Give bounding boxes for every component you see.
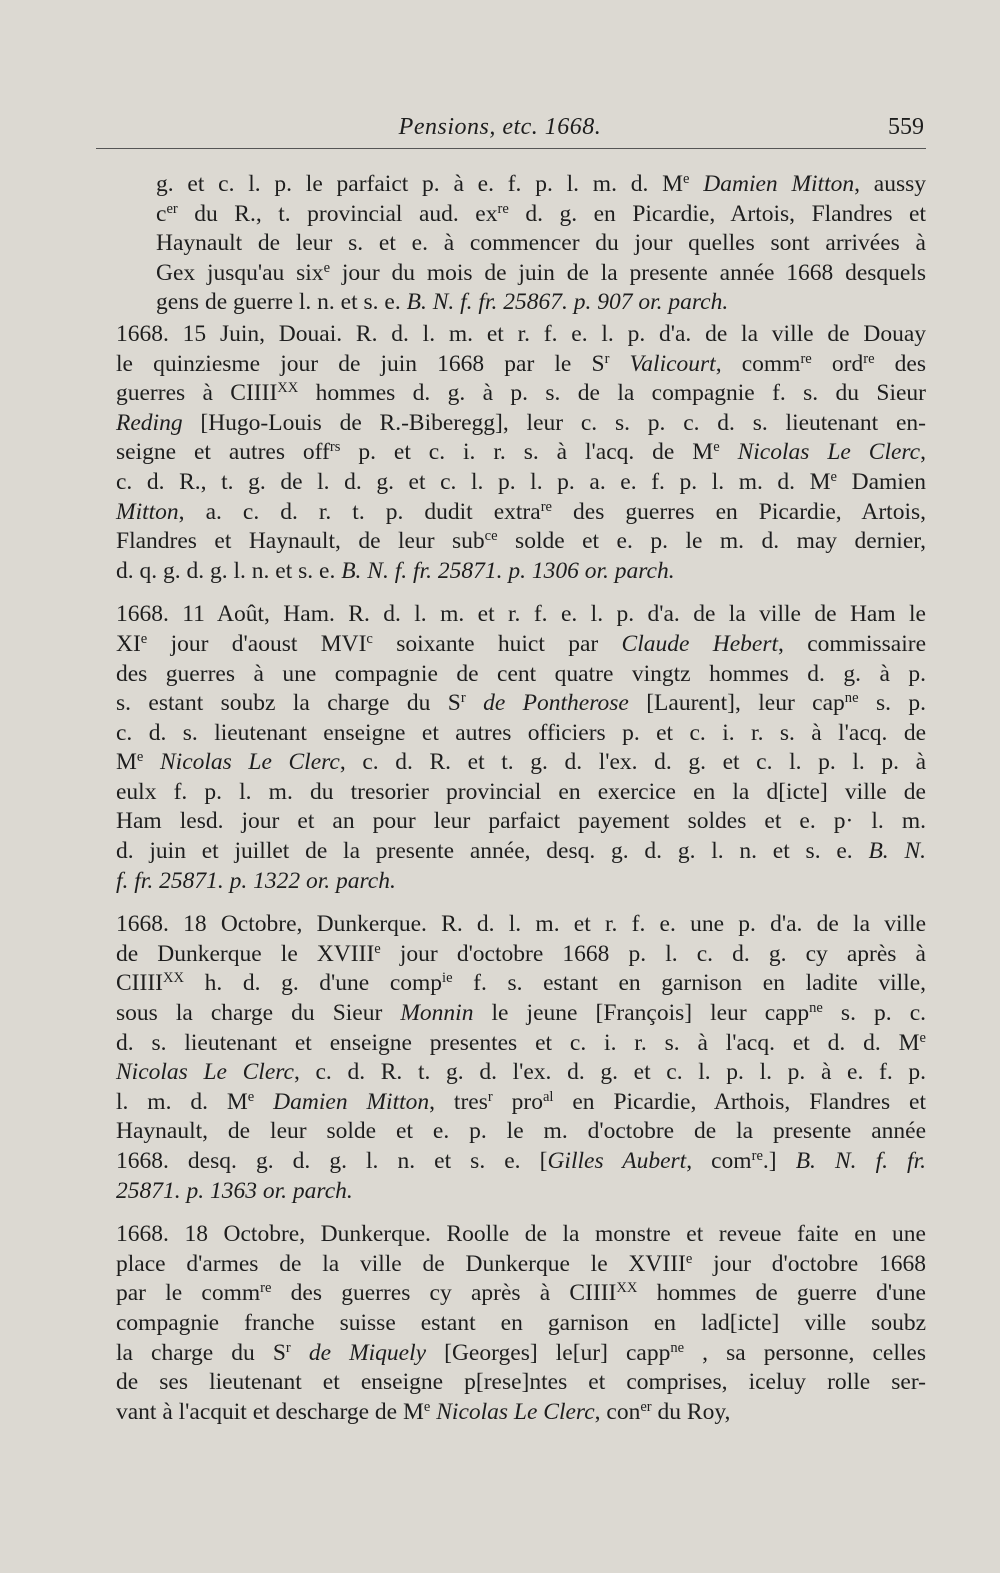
text-line: par le comm$^{re}$ des guerres cy après à $CIIII^{XX}$ hommes de guerre d'une: [116, 1280, 926, 1307]
text-line: 1668. 15 Juin, Douai. R. d. l. m. et r. f. e. l. p. d'a. de la ville de Douay: [116, 320, 926, 347]
text-line: gens de guerre l. n. et s. e. B. N. f. fr. 25867. p. 907 or. parch.: [156, 289, 729, 316]
text-line: Me Nicolas Le Clerc, c. d. R. et t. g. d. l'ex. d. g. et c. l. p. l. p. à: [116, 749, 926, 776]
text-line: Nicolas Le Clerc, c. d. R. t. g. d. l'ex. d. g. et c. l. p. l. p. à e. f. p.: [116, 1059, 926, 1086]
text-line: le quinziesme jour de juin 1668 par le $S^r$ Valicourt, comm$^{re}$ ord$^{re}$ des: [116, 350, 927, 377]
text-line: eulx f. p. l. m. du tresorier provincial en exercice en la d[icte] ville de: [116, 778, 926, 805]
text-line: Reding [Hugo-Louis de R.-Biberegg], leur c. s. p. c. d. s. lieutenant en-: [116, 409, 926, 436]
text-line: Gex jusqu'au six$^e$ jour du mois de juin de la presente année 1668 desquels: [156, 259, 926, 286]
text-line: sous la charge du Sieur Monnin le jeune [François] leur capp$^{ne}$ s. p. c.: [116, 1000, 926, 1027]
text-line: guerres à $CIIII^{XX}$ hommes d. g. à p. s. de la compagnie f. s. du Sieur: [116, 380, 926, 407]
text-line: 1668. desq. g. d. g. l. n. et s. e. [Gilles Aubert, com$^{re}$.] B. N. f. fr.: [116, 1148, 926, 1174]
text-line: des guerres à une compagnie de cent quatre vingtz hommes d. g. à p.: [116, 660, 926, 687]
text-line: Haynault de leur s. et e. à commencer du jour quelles sont arrivées à: [156, 230, 926, 257]
entry-cont: [116, 170, 926, 318]
text-line: seigne et autres off$^{rs}$ p. et c. i. r. s. à l'acq. de Me Nicolas Le Clerc,: [116, 439, 926, 466]
text-line: l. m. d. Me Damien Mitton, tres$^r$ pro$^{al}$ en Picardie, Arthois, Flandres et: [116, 1088, 926, 1115]
header-rule: [96, 148, 926, 149]
text-line: d. s. lieutenant et enseigne presentes et c. i. r. s. à l'acq. et d. d. Me: [116, 1029, 926, 1056]
text-line: 1668. 18 Octobre, Dunkerque. R. d. l. m. et r. f. e. une p. d'a. de la ville: [116, 911, 926, 938]
text-line: c. d. R., t. g. de l. d. g. et c. l. p. l. p. a. e. f. p. l. m. d. Me Damien: [116, 468, 926, 495]
text-line: 1668. 11 Août, Ham. R. d. l. m. et r. f. e. l. p. d'a. de la ville de Ham le: [116, 601, 926, 628]
page-number: 559: [888, 114, 924, 140]
text-line: Haynault, de leur solde et e. p. le m. d'octobre de la presente année: [116, 1118, 926, 1145]
text-line: de Dunkerque le XVIIIe jour d'octobre 1668 p. l. c. d. g. cy après à: [116, 940, 926, 967]
text-line: s. estant soubz la charge du $S^r$ de Pontherose [Laurent], leur cap$^{ne}$ s. p.: [116, 690, 926, 717]
text-line: 25871. p. 1363 or. parch.: [116, 1177, 353, 1204]
text-line: g. et c. l. p. le parfaict p. à e. f. p. l. m. d. Me Damien Mitton, aussy: [156, 171, 926, 197]
page-body: [116, 170, 926, 1427]
page-header: [0, 112, 1000, 148]
running-title: Pensions, etc. 1668.: [398, 114, 602, 140]
entry-dunkerque1: [116, 910, 926, 1206]
entry-douai: [116, 320, 926, 586]
text-line: Flandres et Haynault, de leur sub$^{ce}$ solde et e. p. le m. d. may dernier,: [116, 528, 927, 555]
text-line: $CIIII^{XX}$ h. d. g. d'une comp$^{ie}$ f. s. estant en garnison en ladite ville,: [116, 970, 927, 997]
entry-dunkerque2: [116, 1220, 926, 1427]
text-line: la charge du $S^r$ de Miquely [Georges] le[ur] capp$^{ne}$ , sa personne, celles: [116, 1339, 926, 1366]
entry-ham: [116, 600, 926, 896]
text-line: 1668. 18 Octobre, Dunkerque. Roolle de la monstre et reveue faite en une: [116, 1221, 926, 1248]
text-line: compagnie franche suisse estant en garnison en lad[icte] ville soubz: [116, 1309, 926, 1336]
text-line: c. d. s. lieutenant enseigne et autres officiers p. et c. i. r. s. à l'acq. de: [116, 719, 926, 746]
text-line: d. juin et juillet de la presente année, desq. g. d. g. l. n. et s. e. B. N.: [116, 838, 926, 865]
text-line: de ses lieutenant et enseigne p[rese]ntes et comprises, iceluy rolle ser-: [116, 1369, 926, 1396]
text-line: Ham lesd. jour et an pour leur parfaict payement soldes et e. p· l. m.: [116, 808, 926, 835]
text-line: Mitton, a. c. d. r. t. p. dudit extra$^{re}$ des guerres en Picardie, Artois,: [116, 498, 926, 525]
text-line: d. q. g. d. g. l. n. et s. e. B. N. f. fr. 25871. p. 1306 or. parch.: [116, 557, 675, 584]
text-line: f. fr. 25871. p. 1322 or. parch.: [116, 867, 396, 894]
text-line: place d'armes de la ville de Dunkerque le XVIIIe jour d'octobre 1668: [116, 1250, 926, 1277]
text-line: $c^{er}$ du R., t. provincial aud. $ex^{re}$ d. g. en Picardie, Artois, Flandres et: [156, 200, 926, 227]
text-line: vant à l'acquit et descharge de Me Nicolas Le Clerc, con$^{er}$ du Roy,: [116, 1398, 731, 1425]
text-line: XIe jour d'aoust MVI$^c$ soixante huict par Claude Hebert, commissaire: [116, 630, 927, 657]
